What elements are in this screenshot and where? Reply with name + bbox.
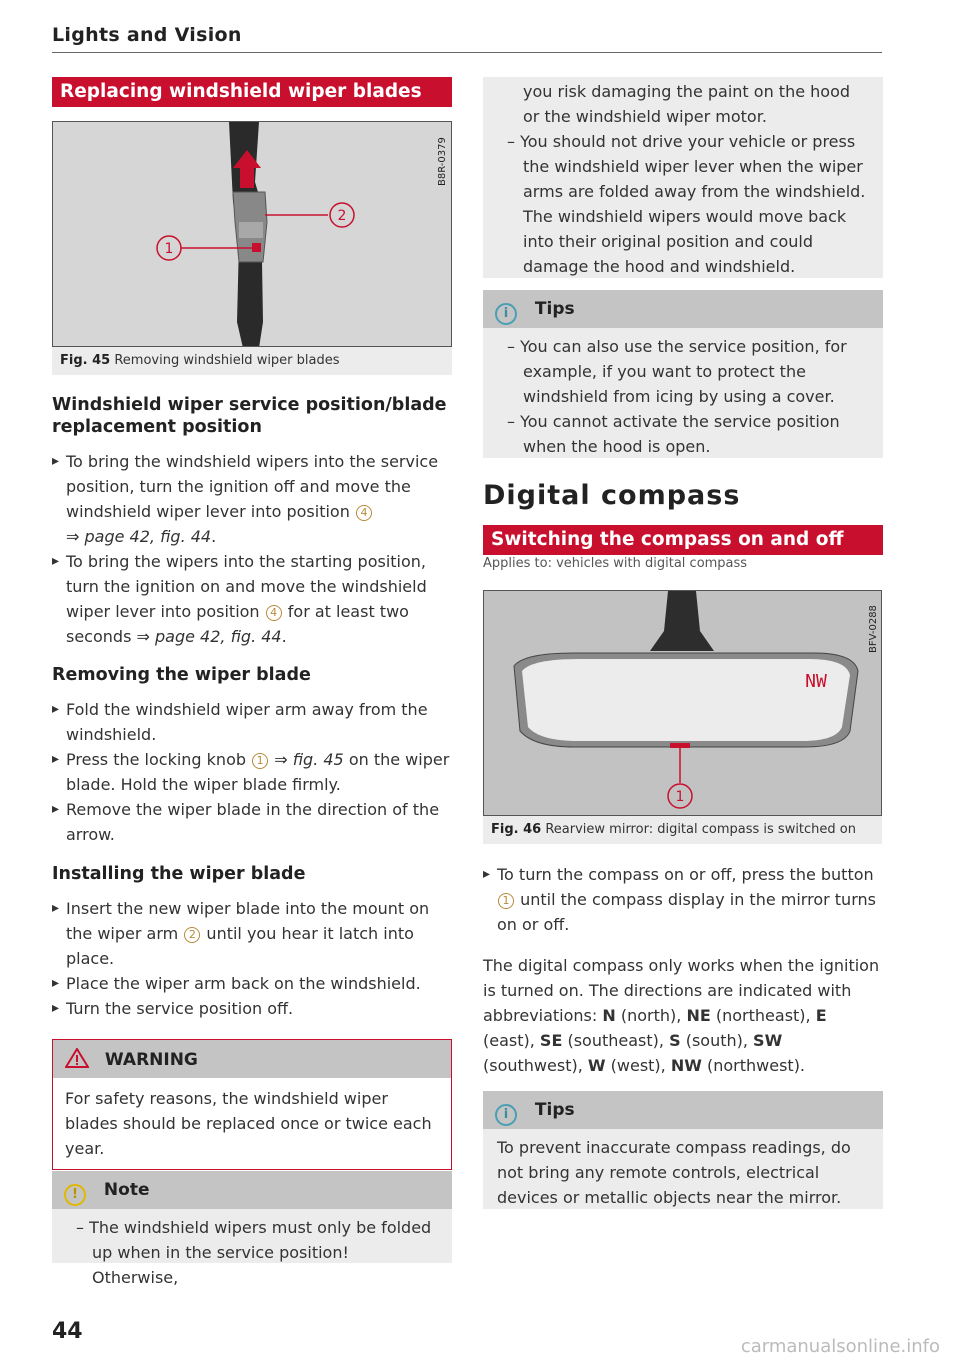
- note-continued-text: you risk damaging the paint on the hood or the windshield wiper motor.: [523, 82, 851, 126]
- warning-title: WARNING: [104, 1050, 198, 1070]
- caption-text: Removing windshield wiper blades: [114, 353, 340, 368]
- info-circle-icon: i: [495, 1104, 517, 1126]
- service-steps: [52, 449, 452, 649]
- note-body: [52, 1209, 452, 1287]
- rearview-mirror-illustration: [484, 591, 882, 816]
- installing-heading: Installing the wiper blade: [52, 864, 306, 884]
- note-continuation: [483, 77, 883, 278]
- figure-caption: [52, 347, 452, 375]
- removing-step-2: ▸ Press the locking knob 1 ⇒ fig. 45 on the wiper blade. Hold the wiper blade firmly.: [52, 747, 452, 797]
- page-reference-link[interactable]: ⇒ page 42, fig. 44: [136, 627, 282, 646]
- service-heading: Windshield wiper service position/blade replacement position: [52, 395, 447, 437]
- info-circle-icon: i: [495, 303, 517, 325]
- installing-steps: [52, 896, 452, 1021]
- figure-code: B8R-0379: [437, 137, 448, 186]
- compass-display: NW: [805, 671, 827, 692]
- header-divider: [52, 52, 882, 53]
- knob-1-icon: 1: [252, 753, 268, 769]
- compass-section-bar: Switching the compass on and off: [483, 525, 883, 555]
- note-title: Note: [103, 1180, 150, 1200]
- button-1-icon: 1: [498, 893, 514, 909]
- service-step-2: ▸ To bring the wipers into the starting position, turn the ignition on and move the windshield wiper lever into position 4 for at least two seconds ⇒ page 42, fig. 44.: [52, 549, 452, 649]
- note-item-1: – The windshield wipers must only be folded up when in the service position! Otherwise,: [76, 1218, 432, 1287]
- figure-46: [483, 590, 882, 816]
- page-reference-link[interactable]: ⇒ page 42, fig. 44: [66, 527, 212, 546]
- removing-step-1: ▸ Fold the windshield wiper arm away from the windshield.: [52, 697, 452, 747]
- tips-header: [483, 290, 883, 328]
- page-number: 44: [52, 1319, 83, 1344]
- installing-step-3: ▸ Turn the service position off.: [52, 996, 452, 1021]
- callout-2-label: 2: [337, 208, 347, 224]
- callout-1-label: 1: [164, 241, 174, 257]
- tips-body: [483, 1129, 883, 1209]
- warning-header: [53, 1040, 451, 1078]
- caption-text: Rearview mirror: digital compass is switched on: [545, 822, 856, 837]
- caption-label: Fig. 45: [60, 353, 111, 368]
- position-4-icon: 4: [266, 605, 282, 621]
- tips-title: Tips: [534, 1100, 575, 1120]
- tips-item-2: – You cannot activate the service position when the hood is open.: [507, 412, 840, 456]
- footer-watermark: carmanualsonline.info: [740, 1336, 940, 1357]
- tips-item-1: – You can also use the service position, for example, if you want to protect the windshield from icing by using a cover.: [507, 337, 847, 406]
- note-header: [52, 1171, 452, 1209]
- arm-2-icon: 2: [184, 927, 200, 943]
- compass-description: The digital compass only works when the ignition is turned on. The directions are indicated with abbreviations: N (north), NE (northeast), E (east), SE (southeast), S (south), SW (southwest), W (west), NW (northwest).: [483, 956, 880, 1075]
- figure-45: [52, 121, 452, 347]
- note-item-2: – You should not drive your vehicle or press the windshield wiper lever when the wiper arms are folded away from the windshield. The windshield wipers would move back into their original position and could damage the hood and windshield.: [507, 132, 866, 276]
- wiper-blade-joint: [239, 222, 263, 238]
- installing-step-2: ▸ Place the wiper arm back on the windshield.: [52, 971, 452, 996]
- warning-text: For safety reasons, the windshield wiper blades should be replaced once or twice each year.: [65, 1089, 432, 1158]
- figure-caption: [483, 816, 882, 844]
- section-title-bar: Replacing windshield wiper blades: [52, 77, 452, 107]
- removing-heading: Removing the wiper blade: [52, 665, 311, 685]
- wiper-illustration: [53, 122, 452, 347]
- position-4-icon: 4: [356, 505, 372, 521]
- installing-step-1: ▸ Insert the new wiper blade into the mount on the wiper arm 2 until you hear it latch into place.: [52, 896, 452, 971]
- removing-step-3: ▸ Remove the wiper blade in the direction of the arrow.: [52, 797, 452, 847]
- tips-body: [483, 328, 883, 458]
- mirror-glass: [522, 659, 850, 741]
- exclamation-circle-icon: !: [64, 1184, 86, 1206]
- compass-heading: Digital compass: [483, 480, 741, 511]
- compass-step-1: ▸ To turn the compass on or off, press the button 1 until the compass display in the mirror turns on or off.: [483, 862, 883, 937]
- note-box: [52, 1171, 452, 1287]
- service-step-1: ▸ To bring the windshield wipers into the service position, turn the ignition off and move the windshield wiper lever into position 4 ⇒ page 42, fig. 44.: [52, 449, 452, 549]
- page-header-title: Lights and Vision: [52, 24, 242, 46]
- figure-reference-link[interactable]: ⇒ fig. 45: [274, 750, 344, 769]
- figure-code: BFV-0288: [868, 605, 879, 653]
- compass-button: [670, 743, 690, 748]
- applies-to-note: Applies to: vehicles with digital compass: [483, 556, 748, 571]
- tips-box-2: [483, 1091, 883, 1209]
- tips-title: Tips: [534, 299, 575, 319]
- tips-box-1: [483, 290, 883, 458]
- warning-box: [52, 1039, 452, 1170]
- locking-knob: [252, 243, 261, 252]
- removing-steps: [52, 697, 452, 847]
- tips-header: [483, 1091, 883, 1129]
- caption-label: Fig. 46: [491, 822, 542, 837]
- tips-text: To prevent inaccurate compass readings, do not bring any remote controls, electrical devices or metallic objects near the mirror.: [497, 1138, 851, 1207]
- callout-1-label: 1: [675, 789, 685, 805]
- warning-triangle-icon: [65, 1048, 89, 1068]
